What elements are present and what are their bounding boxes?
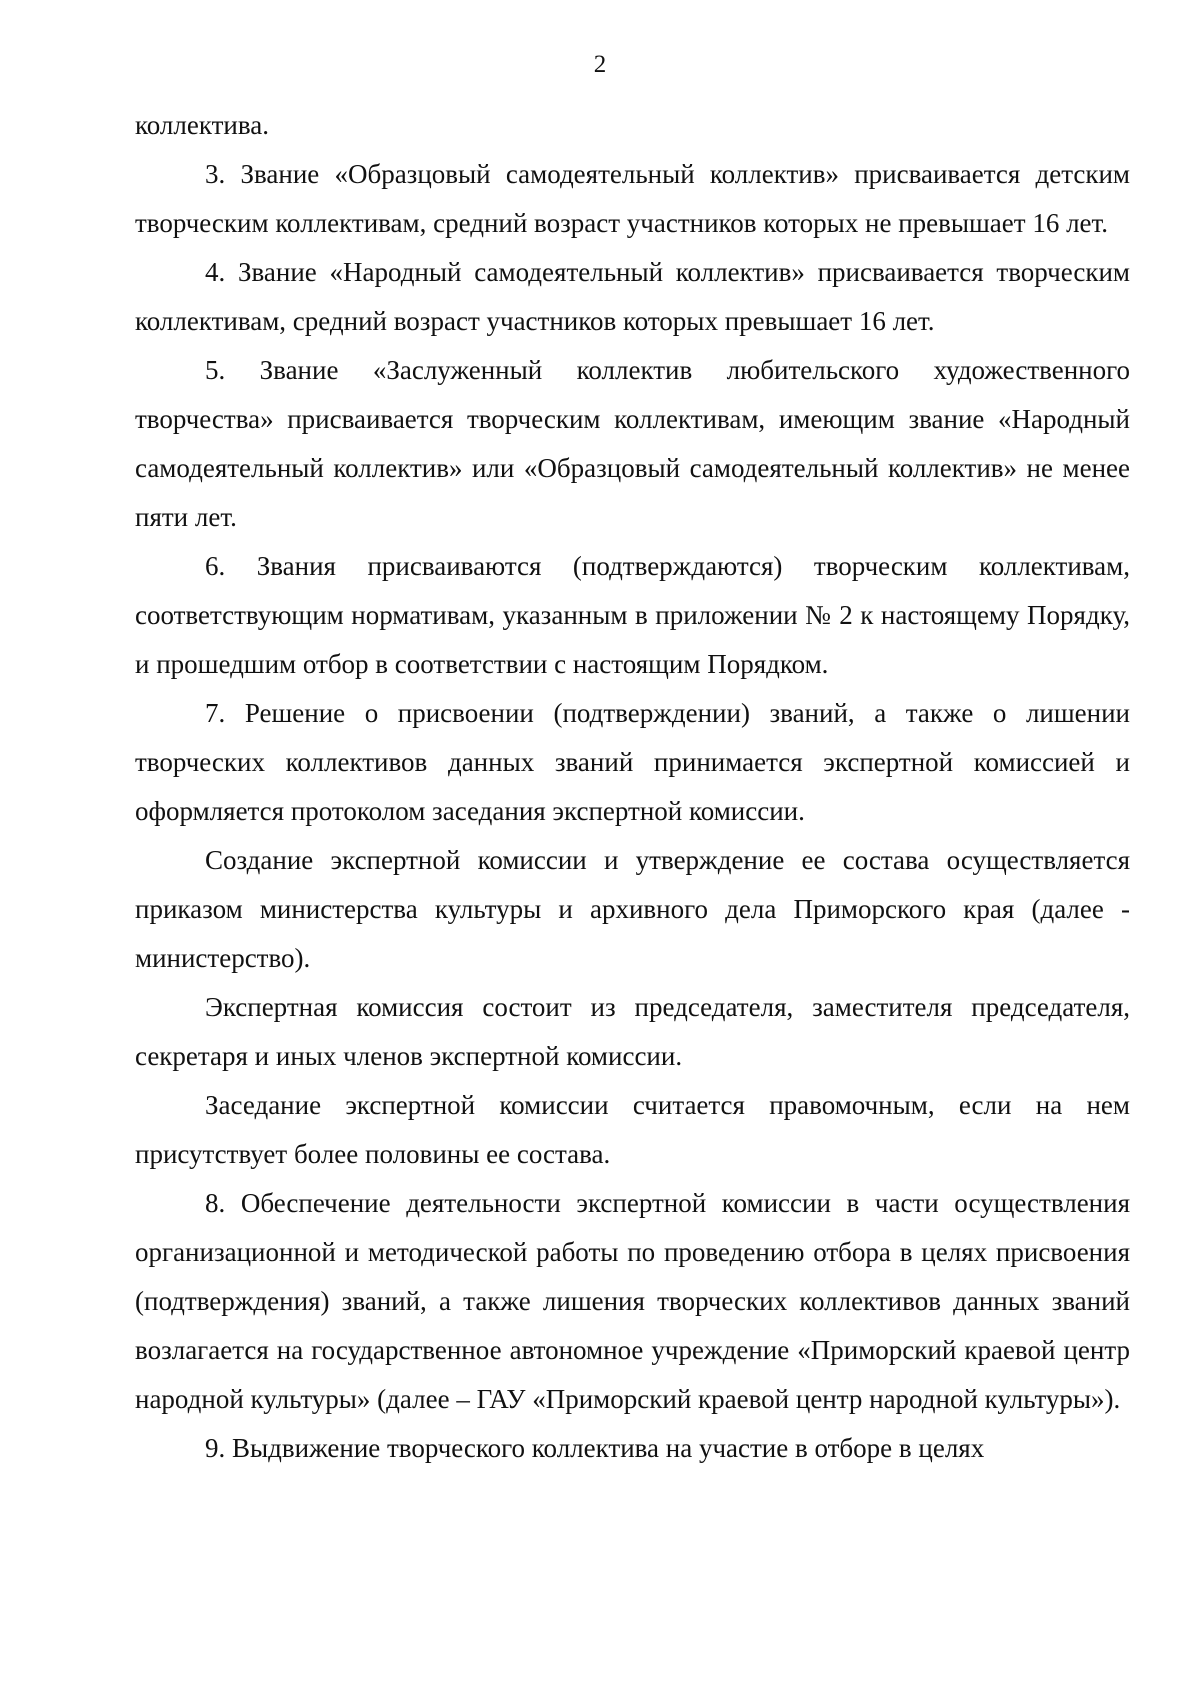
page-number: 2 — [593, 51, 607, 78]
paragraph-7-commission-creation: Создание экспертной комиссии и утверждение ее состава осуществляется приказом министерства культуры и архивного дела Приморского края (далее - министерство). — [135, 845, 1130, 973]
paragraph-7-commission-members: Экспертная комиссия состоит из председателя, заместителя председателя, секретаря и иных членов экспертной комиссии. — [135, 992, 1130, 1071]
paragraph-4: 4. Звание «Народный самодеятельный коллектив» присваивается творческим коллективам, средний возраст участников которых превышает 16 лет. — [135, 257, 1130, 336]
paragraph-7-quorum: Заседание экспертной комиссии считается правомочным, если на нем присутствует более половины ее состава. — [135, 1090, 1130, 1169]
paragraph-6: 6. Звания присваиваются (подтверждаются) творческим коллективам, соответствующим нормативам, указанным в приложении № 2 к настоящему Порядку, и прошедшим отбор в соответствии с настоящим Порядком. — [135, 551, 1130, 679]
document-body — [135, 101, 1130, 1473]
paragraph-8: 8. Обеспечение деятельности экспертной комиссии в части осуществления организационной и методической работы по проведению отбора в целях присвоения (подтверждения) званий, а также лишения творческих коллективов данных званий возлагается на государственное автономное учреждение «Приморский краевой центр народной культуры» (далее – ГАУ «Приморский краевой центр народной культуры»). — [135, 1188, 1130, 1414]
paragraph-3: 3. Звание «Образцовый самодеятельный коллектив» присваивается детским творческим коллективам, средний возраст участников которых не превышает 16 лет. — [135, 159, 1130, 238]
paragraph-continuation: коллектива. — [135, 110, 269, 140]
paragraph-5: 5. Звание «Заслуженный коллектив любительского художественного творчества» присваивается творческим коллективам, имеющим звание «Народный самодеятельный коллектив» или «Образцовый самодеятельный коллектив» не менее пяти лет. — [135, 355, 1130, 532]
paragraph-7: 7. Решение о присвоении (подтверждении) званий, а также о лишении творческих коллективов данных званий принимается экспертной комиссией и оформляется протоколом заседания экспертной комиссии. — [135, 698, 1130, 826]
paragraph-9: 9. Выдвижение творческого коллектива на участие в отборе в целях — [205, 1433, 985, 1463]
